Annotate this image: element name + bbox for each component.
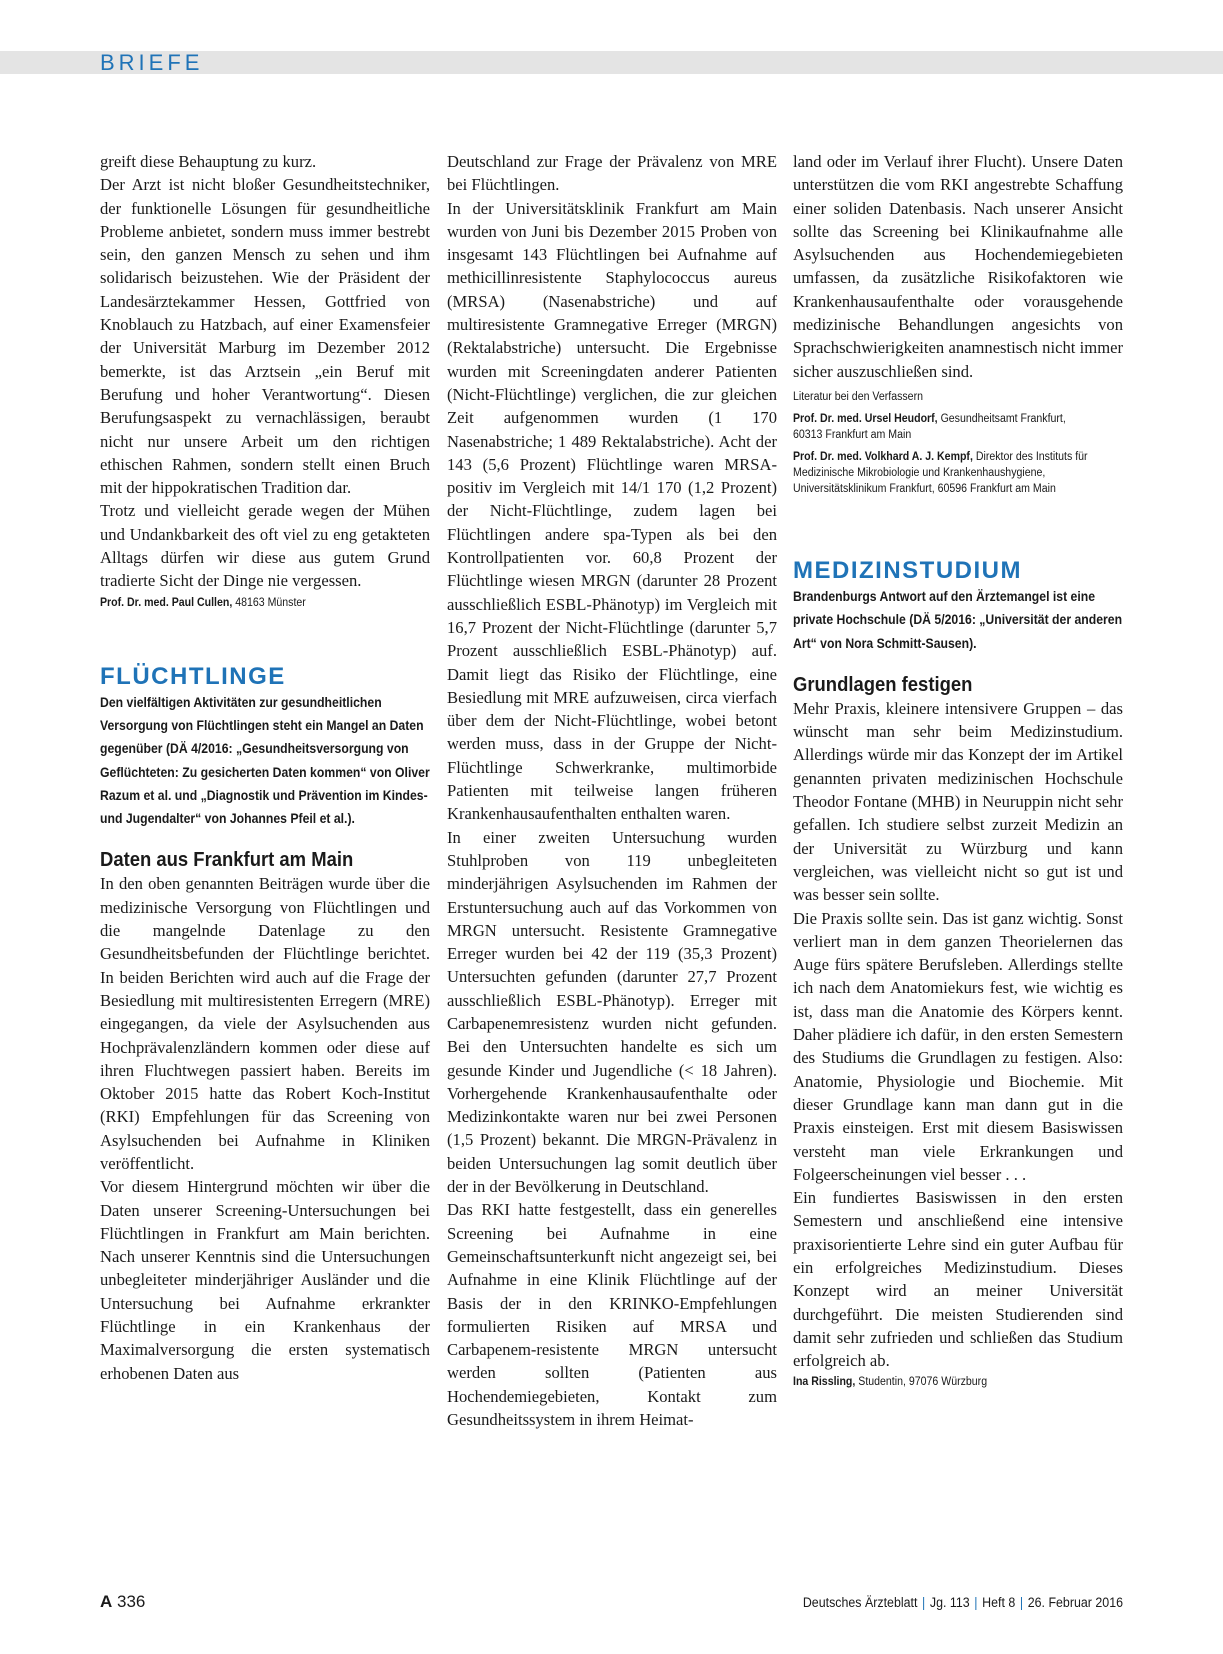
literature-note: Literatur bei den Verfassern: [793, 390, 923, 403]
signature-name: Ina Rissling,: [793, 1376, 856, 1389]
signature-affiliation: Direktor des Instituts für Medizinische Mikrobiologie und Krankenhaushygiene, Universitätsklinikum Frankfurt, 60596 Frankfurt am Main: [793, 450, 1088, 495]
page-prefix: A: [100, 1592, 113, 1611]
signature: [793, 1374, 1097, 1390]
paragraph: Die Praxis sollte sein. Das ist ganz wichtig. Sonst verliert man in dem ganzen Theorielernen das Auge fürs spätere Berufsleben. Allerdings stellte ich nach dem Anatomiekurs fest, wie wichtig es ist, dass man die Anatomie des Körpers kennt. Daher plädiere ich dafür, in den ersten Semestern des Studiums die Grundlagen zu festigen. Also: Anatomie, Physiologie und Biochemie. Mit dieser Grundlage kann man dann gut in die Praxis einsteigen. Erst mit diesem Basiswissen versteht man viele Erkrankungen und Folgeerscheinungen viel besser . . .: [793, 908, 1123, 1184]
section-label: BRIEFE: [100, 50, 204, 75]
subhead-frankfurt: Daten aus Frankfurt am Main: [100, 848, 354, 872]
column-2: [447, 150, 777, 1431]
column-1: [100, 150, 430, 1385]
page-number: [100, 1592, 145, 1612]
signature: [100, 595, 404, 611]
signature: [793, 449, 1097, 497]
page-number-value: 336: [112, 1592, 146, 1611]
journal-volume: Jg. 113: [929, 1595, 970, 1610]
rubric-fluechtlinge: FLÜCHTLINGE: [100, 662, 286, 690]
paragraph: In den oben genannten Beiträgen wurde über die medizinische Versorgung von Flüchtlingen und die mangelnde Datenlage zu den Gesundheitsbefunden der Flüchtlinge berichtet. In beiden Berichten wird auch auf die Frage der Besiedlung mit multiresistenten Erregern (MRE) eingegangen, da viele der Asylsuchenden aus Hochprävalenzländern kommen oder diese auf ihren Fluchtwegen passiert haben. Bereits im Oktober 2015 hatte das Robert Koch-Institut (RKI) Empfehlungen für das Screening von Asylsuchenden bei Aufnahme in Kliniken veröffentlicht.: [100, 874, 430, 1173]
subhead-grundlagen: Grundlagen festigen: [793, 672, 973, 696]
separator: |: [922, 1595, 926, 1610]
paragraph: Ein fundiertes Basiswissen in den ersten Semestern und anschließend eine intensive praxisorientierte Lehre sind ein guter Aufbau für ein erfolgreiches Medizinstudium. Dieses Konzept wird an meiner Universität durchgeführt. Die meisten Studierenden sind damit sehr zufrieden und schließen das Studium erfolgreich ab.: [793, 1188, 1123, 1371]
paragraph: In einer zweiten Untersuchung wurden Stuhlproben von 119 unbegleiteten minderjährigen Asylsuchenden im Rahmen der Erstuntersuchung auch auf das Vorkommen von MRGN untersucht. Resistente Gramnegative Erreger wurden bei 42 der 119 (35,3 Prozent) Untersuchten gefunden (darunter 27,7 Prozent ausschließlich ESBL-Phänotyp). Erreger mit Carbapenemresistenz wurden nicht gefunden. Bei den Untersuchten handelte es sich um gesunde Kinder und Jugendliche (< 18 Jahren). Vorhergehende Krankenhausaufenthalte oder Medizinkontakte waren nur bei zwei Personen (1,5 Prozent) bekannt. Die MRGN-Prävalenz in beiden Untersuchungen lag somit deutlich über der in der Bevölkerung in Deutschland.: [447, 827, 777, 1197]
signature-name: Prof. Dr. med. Ursel Heudorf,: [793, 412, 938, 425]
journal-date: 26. Februar 2016: [1027, 1595, 1123, 1610]
journal-issue: Heft 8: [982, 1595, 1016, 1610]
paragraph: Deutschland zur Frage der Prävalenz von MRE bei Flüchtlingen.: [447, 152, 777, 195]
column-3: [793, 150, 1123, 1390]
separator: |: [1019, 1595, 1024, 1610]
lead-medizinstudium: Brandenburgs Antwort auf den Ärztemangel ist eine private Hochschule (DÄ 5/2016: „Universität der anderen Art“ von Nora Schmitt-Sausen).: [793, 588, 1123, 651]
signature-name: Prof. Dr. med. Paul Cullen,: [100, 596, 233, 609]
rubric-medizinstudium: MEDIZINSTUDIUM: [793, 556, 1022, 584]
separator: |: [974, 1595, 978, 1610]
signature-affiliation: Studentin, 97076 Würzburg: [855, 1376, 988, 1389]
paragraph: Trotz und vielleicht gerade wegen der Mühen und Undankbarkeit des oft viel zu eng getakteten Alltags dürfen wir diese aus gutem Grund tradierte Sicht der Dinge nie vergessen.: [100, 501, 430, 591]
signature: [793, 411, 1097, 443]
lead-fluechtlinge: Den vielfältigen Aktivitäten zur gesundheitlichen Versorgung von Flüchtlingen steht ein Mangel an Daten gegenüber (DÄ 4/2016: „Gesundheitsversorgung von Geflüchteten: Zu gesicherten Daten kommen“ von Oliver Razum et al. und „Diagnostik und Prävention im Kindes- und Jugendalter“ von Johannes Pfeil et al.).: [100, 694, 430, 827]
paragraph: greift diese Behauptung zu kurz. Der Arzt ist nicht bloßer Gesundheitstechniker, der funktionelle Lösungen für gesundheitliche Probleme anbietet, sondern muss immer bestrebt sein, den ganzen Mensch zu sehen und ihm solidarisch beizustehen. Wie der Präsident der Landesärztekammer Hessen, Gottfried von Knoblauch zu Hatzbach, auf einer Examensfeier der Universität Marburg im Dezember 2012 bemerkte, ist das Arztsein „ein Beruf mit Berufung und hoher Verantwortung“. Diesen Berufungsaspekt zu vernachlässigen, beraubt nicht nur unsere Arbeit um den richtigen ethischen Rahmen, sondern stellt einen Bruch mit der hippokratischen Tradition dar.: [100, 152, 430, 498]
journal-info: [803, 1595, 1123, 1610]
paragraph: land oder im Verlauf ihrer Flucht). Unsere Daten unterstützen die vom RKI angestrebte Schaffung einer soliden Datenbasis. Nach unserer Ansicht sollte das Screening bei Klinikaufnahme alle Asylsuchenden aus Hochendemiegebieten umfassen, da zusätzliche Risikofaktoren wie Krankenhausaufenthalte oder vorausgehende medizinische Behandlungen angesichts von Sprachschwierigkeiten anamnestisch nicht immer sicher auszuschließen sind.: [793, 152, 1123, 381]
paragraph: Das RKI hatte festgestellt, dass ein generelles Screening bei Aufnahme in eine Gemeinschaftsunterkunft nicht angezeigt sei, bei Aufnahme in eine Klinik Flüchtlinge auf der Basis der in den KRINKO-Empfehlungen formulierten Risiken auf MRSA und Carbapenem-resistente MRGN untersucht werden sollten (Patienten aus Hochendemiegebieten, Kontakt zum Gesundheitssystem in ihrem Heimat-: [447, 1200, 777, 1430]
paragraph: Mehr Praxis, kleinere intensivere Gruppen – das wünscht man sehr beim Medizinstudium. Allerdings würde mir das Konzept der im Artikel genannten privaten medizinischen Hochschule Theodor Fontane (MHB) in Neuruppin nicht sehr gefallen. Ich studiere selbst zurzeit Medizin an der Universität zu Würzburg und kann vergleichen, was vielleicht nicht so gut ist und was besser sein sollte.: [793, 698, 1123, 905]
paragraph: Vor diesem Hintergrund möchten wir über die Daten unserer Screening-Untersuchungen bei Flüchtlingen in Frankfurt am Main berichten. Nach unserer Kenntnis sind die Untersuchungen unbegleiteter minderjähriger Ausländer und die Untersuchung bei Aufnahme erkrankter Flüchtlinge in ein Krankenhaus der Maximalversorgung die ersten systematisch erhobenen Daten aus: [100, 1177, 430, 1383]
paragraph: In der Universitätsklinik Frankfurt am Main wurden von Juni bis Dezember 2015 Proben von insgesamt 143 Flüchtlingen bei Aufnahme auf methicillinresistente Staphylococcus aureus (MRSA) (Nasenabstriche) und auf multiresistente Gramnegative Erreger (MRGN) (Rektalabstriche) untersucht. Die Ergebnisse wurden mit Screeningdaten anderer Patienten (Nicht-Flüchtlinge) verglichen, die zur gleichen Zeit aufgenommen wurden (1 170 Nasenabstriche; 1 489 Rektalabstriche). Acht der 143 (5,6 Prozent) Flüchtlinge waren MRSA-positiv im Vergleich mit 14/1 170 (1,2 Prozent) der Nicht-Flüchtlinge, zudem lagen bei Flüchtlingen andere spa-Typen als bei den Kontrollpatienten vor. 60,8 Prozent der Flüchtlinge wiesen MRGN (darunter 28 Prozent ausschließlich ESBL-Phänotyp) im Vergleich mit 16,7 Prozent der Nicht-Flüchtlinge (darunter 5,7 Prozent ausschließlich ESBL-Phänotyp) auf. Damit liegt das Risiko der Flüchtlinge, eine Besiedlung mit MRE aufzuweisen, circa vierfach über dem der Nicht-Flüchtlinge, wobei betont werden muss, dass in der Gruppe der Nicht-Flüchtlinge Schwerkranke, multimorbide Patienten mit teilweise langen früheren Krankenhausaufenthalten enthalten waren.: [447, 198, 777, 824]
signature-name: Prof. Dr. med. Volkhard A. J. Kempf,: [793, 450, 973, 463]
signature-place: 48163 Münster: [232, 596, 306, 609]
signature-affiliation: Gesundheitsamt Frankfurt, 60313 Frankfurt am Main: [793, 412, 1066, 441]
journal-name: Deutsches Ärzteblatt: [802, 1595, 918, 1610]
